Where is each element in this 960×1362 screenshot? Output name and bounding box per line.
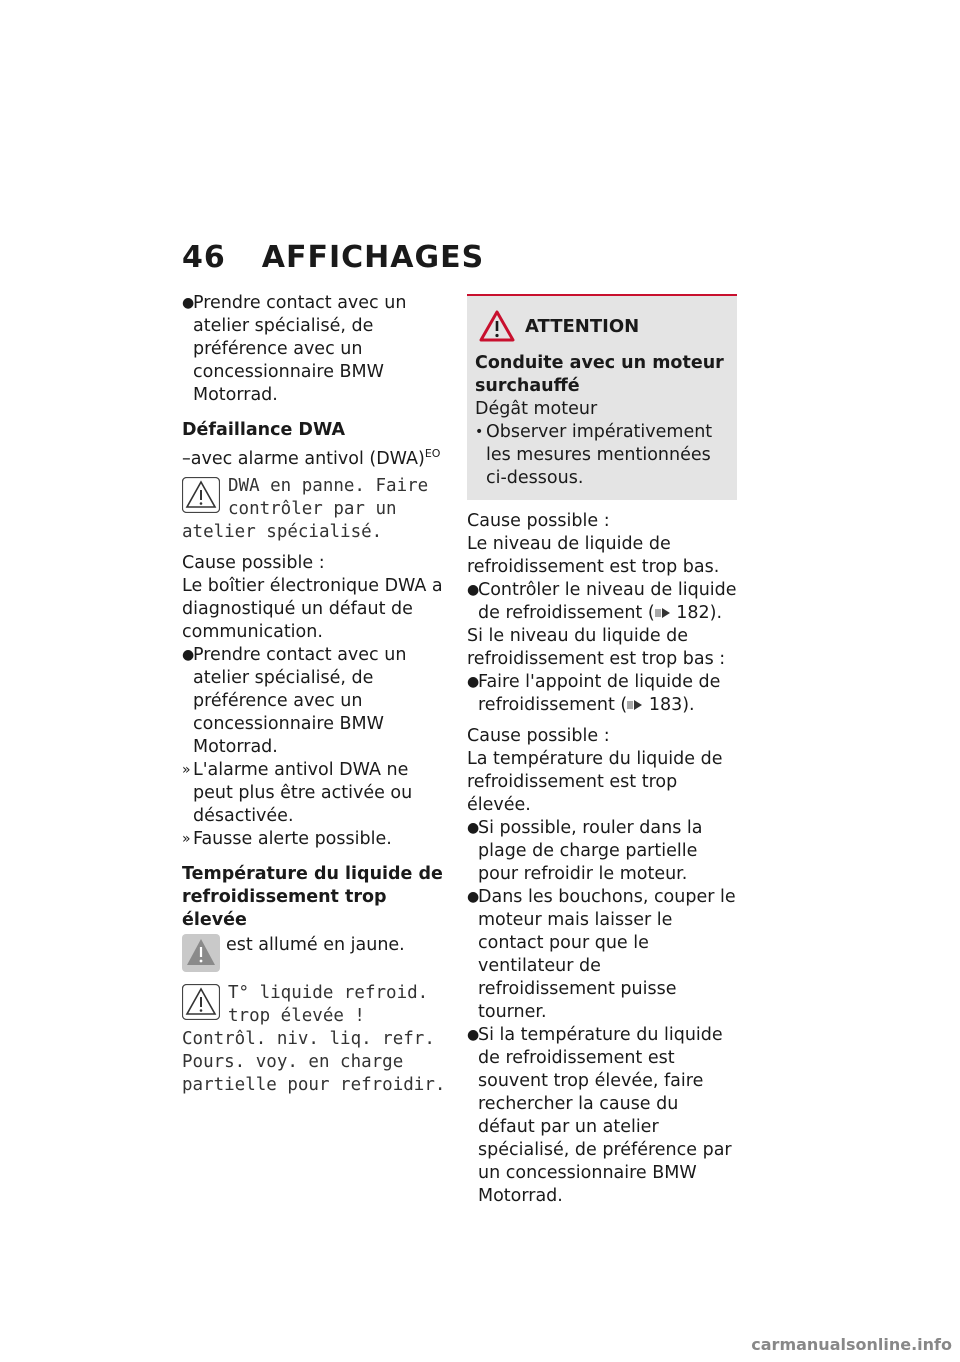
list-item: ● Faire l'appoint de liquide de refroidissement ( 183). — [467, 672, 721, 715]
bullet-icon: • — [475, 424, 484, 440]
indicator-lamp-line: est allumé en jaune. — [182, 934, 447, 972]
dwa-variant-note: –avec alarme antivol (DWA)$^{EO}$ — [182, 447, 441, 469]
bullet-icon: ● — [467, 674, 480, 690]
attention-box — [467, 294, 737, 500]
warning-lamp-icon — [182, 934, 220, 972]
bullet-icon: ● — [467, 582, 480, 598]
section-heading-temperature: Température du liquide de refroidissement trop élevée — [182, 863, 443, 930]
result-item: » L'alarme antivol DWA ne peut plus être activée ou désactivée. — [182, 759, 413, 826]
display-message-temperature: T° liquide refroid. trop élevée ! Contrôl. niv. liq. refr. Pours. voy. en charge partielle pour refroidir. — [182, 982, 446, 1095]
eo-superscript: EO — [424, 447, 441, 460]
bullet-icon: ● — [467, 820, 480, 836]
cause-label: Cause possible : — [467, 726, 610, 746]
bullet-icon: ● — [467, 889, 480, 905]
list-item: ● Si la température du liquide de refroidissement est souvent trop élevée, faire rechercher la cause du défaut par un atelier spécialisé, de préférence par un concessionnaire BMW Motorrad. — [467, 1025, 732, 1206]
page-reference[interactable]: 183 — [648, 695, 683, 715]
result-arrow-icon: » — [182, 830, 191, 847]
attention-text: Dégât moteur — [475, 399, 598, 419]
condition-text: Si le niveau du liquide de refroidissement est trop bas : — [467, 626, 726, 669]
cause-text: Le niveau de liquide de refroidissement est trop bas. — [467, 534, 720, 577]
bullet-icon: ● — [182, 646, 195, 663]
warning-triangle-icon — [182, 984, 220, 1020]
page-reference[interactable]: 182 — [676, 603, 710, 623]
attention-warning-icon — [479, 310, 515, 342]
cause-label: Cause possible : — [182, 552, 325, 573]
cause-label: Cause possible : — [467, 511, 610, 531]
watermark: carmanualsonline.info — [751, 1335, 952, 1354]
page-title: AFFICHAGES — [261, 240, 485, 275]
attention-title: ATTENTION — [525, 315, 640, 337]
list-item: ● Prendre contact avec un atelier spécialisé, de préférence avec un concessionnaire BMW Motorrad. — [182, 293, 407, 405]
list-item: ● Si possible, rouler dans la plage de charge partielle pour refroidir le moteur. — [467, 818, 703, 884]
bullet-icon: ● — [467, 1027, 480, 1043]
bullet-icon: ● — [182, 295, 195, 311]
display-message-dwa: DWA en panne. Faire contrôler par un atelier spécialisé. — [182, 475, 429, 542]
cross-reference-arrow-icon — [627, 699, 643, 711]
list-item: ● Dans les bouchons, couper le moteur mais laisser le contact pour que le ventilateur de refroidissement puisse tourner. — [467, 887, 736, 1022]
right-column — [467, 294, 737, 1208]
result-item: » Fausse alerte possible. — [182, 828, 392, 849]
section-heading-dwa: Défaillance DWA — [182, 420, 346, 440]
result-arrow-icon: » — [182, 761, 191, 778]
cause-text: La température du liquide de refroidissement est trop élevée. — [467, 749, 723, 815]
cross-reference-arrow-icon — [655, 607, 671, 619]
cause-text: Le boîtier électronique DWA a diagnostiqué un défaut de communication. — [182, 575, 443, 642]
attention-subtitle: Conduite avec un moteur surchauffé — [475, 353, 724, 396]
left-column — [182, 292, 447, 1097]
list-item: ● Prendre contact avec un atelier spécialisé, de préférence avec un concessionnaire BMW Motorrad. — [182, 644, 407, 757]
warning-triangle-icon — [182, 477, 220, 513]
page-number: 46 — [182, 240, 226, 275]
page-header — [182, 240, 484, 275]
list-item: • Observer impérativement les mesures mentionnées ci-dessous. — [475, 422, 713, 488]
list-item: ● Contrôler le niveau de liquide de refroidissement ( 182). — [467, 580, 737, 623]
